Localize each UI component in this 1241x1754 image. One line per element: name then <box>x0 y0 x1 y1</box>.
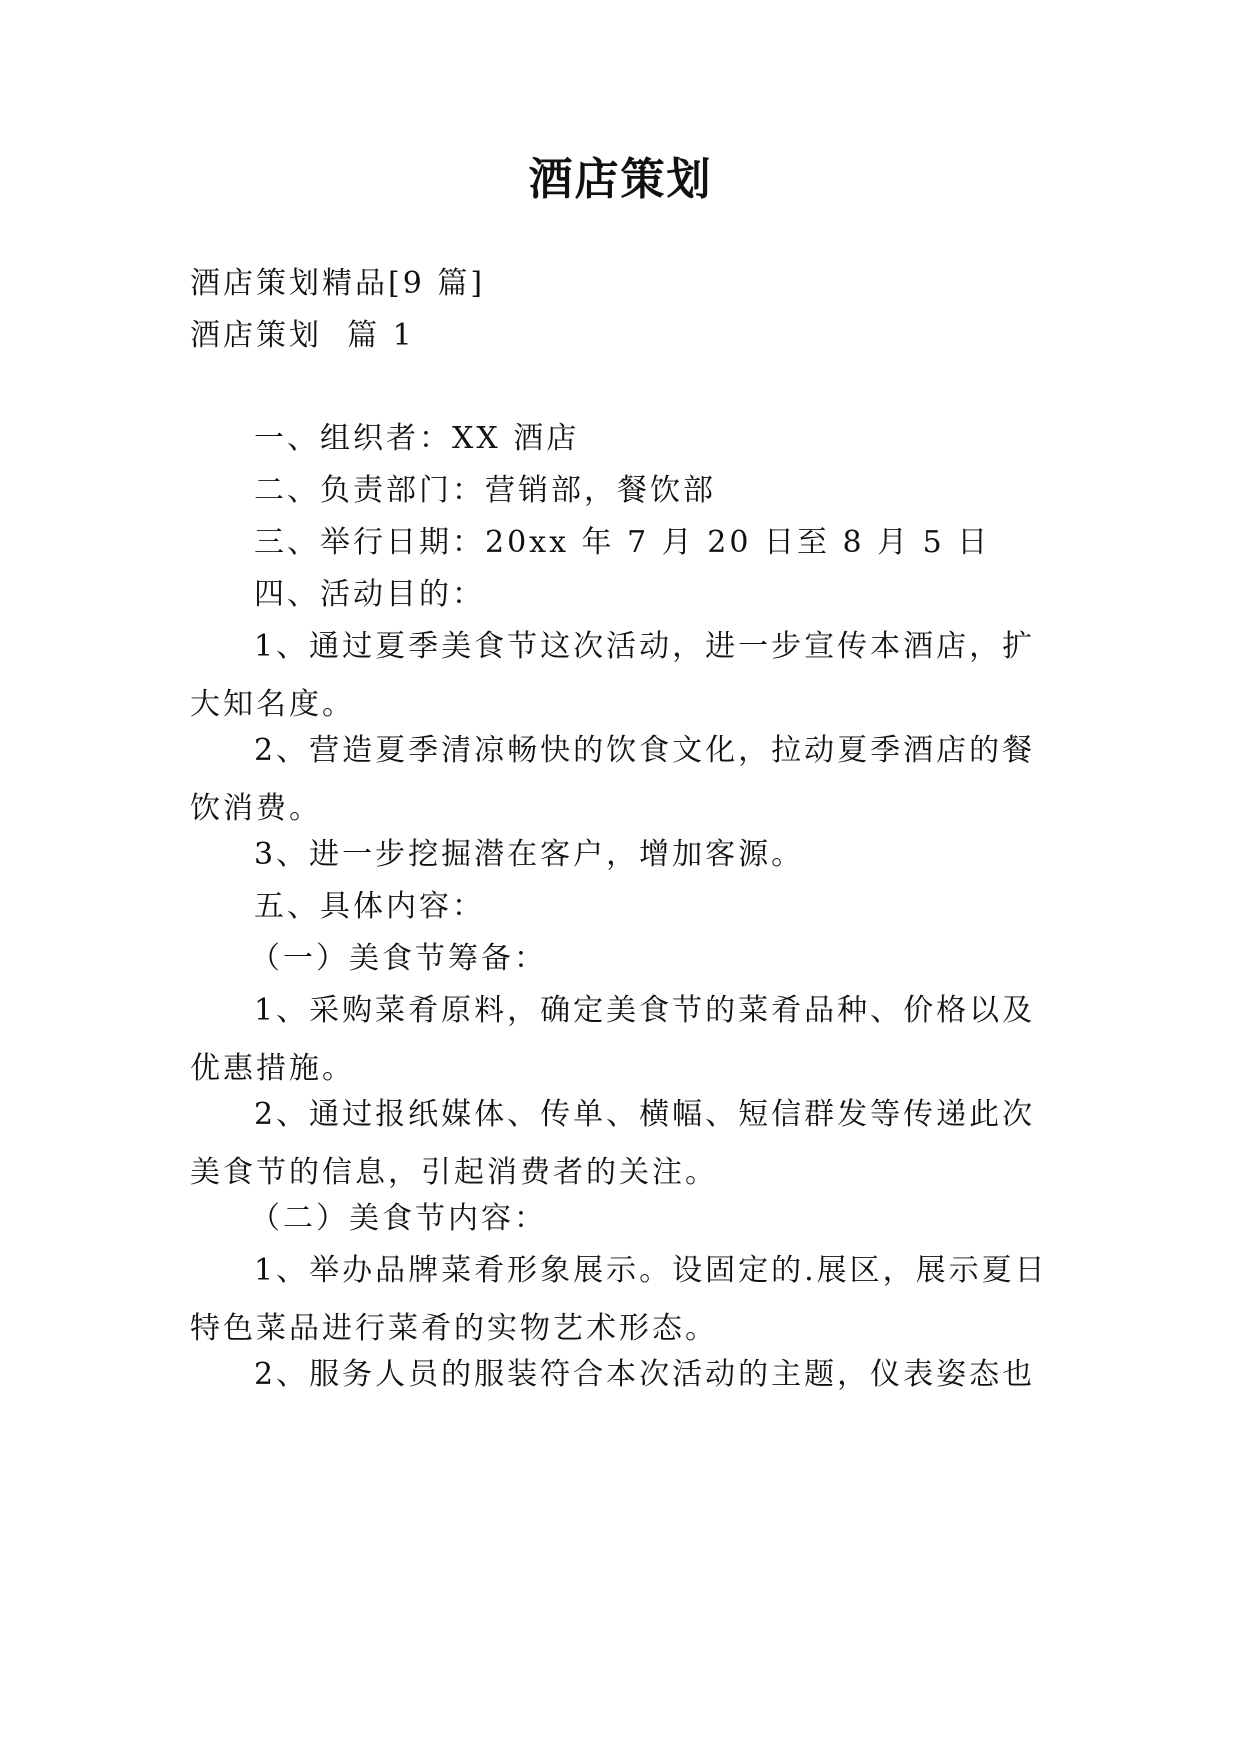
paragraph-department: 二、负责部门：营销部，餐饮部 <box>254 473 716 508</box>
paragraph-date: 三、举行日期：20xx 年 7 月 20 日至 8 月 5 日 <box>254 525 991 560</box>
paragraph-organizer: 一、组织者：XX 酒店 <box>254 421 580 456</box>
document-subtitle: 酒店策划精品[9 篇] <box>190 266 486 301</box>
paragraph-festival-1: 1、举办品牌菜肴形象展示。设固定的.展区，展示夏日特色菜品进行菜肴的实物艺术形态。 <box>190 1253 1048 1346</box>
paragraph-festival-heading: （二）美食节内容： <box>250 1201 547 1236</box>
page-title: 酒店策划 <box>528 154 713 205</box>
paragraph-purpose-2: 2、营造夏季清凉畅快的饮食文化，拉动夏季酒店的餐饮消费。 <box>190 733 1036 826</box>
paragraph-festival-2: 2、服务人员的服装符合本次活动的主题，仪表姿态也 <box>254 1357 1036 1392</box>
paragraph-content-heading: 五、具体内容： <box>254 889 485 924</box>
paragraph-preparation-2: 2、通过报纸媒体、传单、横幅、短信群发等传递此次美食节的信息，引起消费者的关注。 <box>190 1097 1036 1190</box>
paragraph-preparation-1: 1、采购菜肴原料，确定美食节的菜肴品种、价格以及优惠措施。 <box>190 993 1036 1086</box>
section-heading: 酒店策划 篇 1 <box>190 318 415 353</box>
paragraph-purpose-1: 1、通过夏季美食节这次活动，进一步宣传本酒店，扩大知名度。 <box>190 629 1036 722</box>
paragraph-purpose-3: 3、进一步挖掘潜在客户，增加客源。 <box>254 837 805 872</box>
paragraph-purpose-heading: 四、活动目的： <box>254 577 485 612</box>
paragraph-preparation-heading: （一）美食节筹备： <box>250 941 547 976</box>
